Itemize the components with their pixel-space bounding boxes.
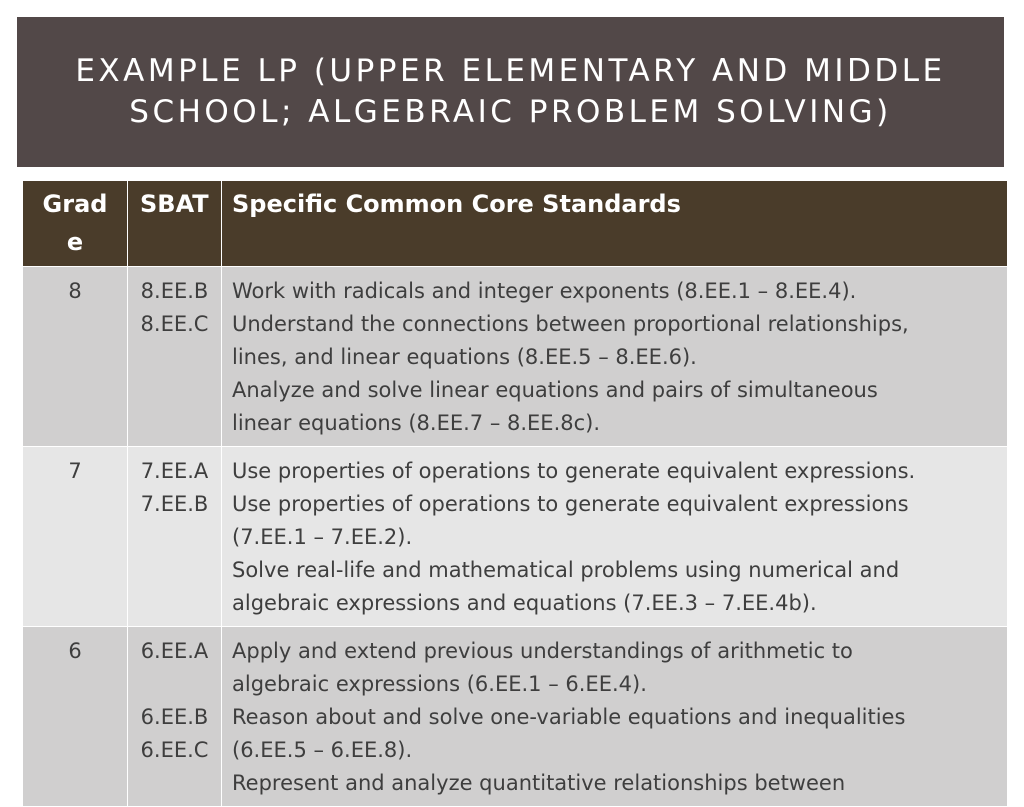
- standard-line: Work with radicals and integer exponents (8.EE.1 – 8.EE.4).: [232, 279, 857, 303]
- standard-line: Use properties of operations to generate equivalent expressions: [232, 492, 909, 516]
- standards-cell: [222, 627, 1008, 807]
- standard-line: (6.EE.5 – 6.EE.8).: [232, 738, 413, 762]
- header-standards: Specific Common Core Standards: [222, 181, 1008, 267]
- grade-cell: 6: [23, 627, 128, 807]
- standard-line: Apply and extend previous understandings of arithmetic to: [232, 639, 853, 663]
- standard-line: Analyze and solve linear equations and pairs of simultaneous: [232, 378, 878, 402]
- standards-cell: [222, 267, 1008, 447]
- sbat-code: 7.EE.B: [140, 492, 209, 516]
- slide-title-line-1: EXAMPLE LP (UPPER ELEMENTARY AND MIDDLE: [75, 53, 946, 89]
- standard-line: Reason about and solve one-variable equations and inequalities: [232, 705, 906, 729]
- table-header-row: [23, 181, 1008, 267]
- standard-line: Understand the connections between proportional relationships,: [232, 312, 909, 336]
- sbat-code: 6.EE.B: [140, 705, 209, 729]
- sbat-code: 6.EE.A: [140, 639, 209, 663]
- sbat-code: 8.EE.C: [140, 312, 209, 336]
- standard-line: Solve real-life and mathematical problems using numerical and: [232, 558, 900, 582]
- slide-title: [46, 51, 976, 133]
- header-grade: [23, 181, 128, 267]
- sbat-code: 7.EE.A: [140, 459, 209, 483]
- standard-line: linear equations (8.EE.7 – 8.EE.8c).: [232, 411, 601, 435]
- table-row: [23, 267, 1008, 447]
- table-row: [23, 627, 1008, 807]
- sbat-spacer: [132, 668, 217, 701]
- header-grade-line-2: e: [66, 228, 84, 256]
- grade-cell: 7: [23, 447, 128, 627]
- sbat-code: 6.EE.C: [140, 738, 209, 762]
- standard-line: Represent and analyze quantitative relationships between: [232, 771, 846, 795]
- standards-cell: [222, 447, 1008, 627]
- header-sbat: SBAT: [128, 181, 222, 267]
- title-band: [17, 17, 1004, 167]
- sbat-code: 8.EE.B: [140, 279, 209, 303]
- standard-line: (7.EE.1 – 7.EE.2).: [232, 525, 413, 549]
- sbat-cell: [128, 447, 222, 627]
- sbat-cell: [128, 627, 222, 807]
- standard-line: algebraic expressions and equations (7.EE.3 – 7.EE.4b).: [232, 591, 817, 615]
- slide-title-line-2: SCHOOL; ALGEBRAIC PROBLEM SOLVING): [129, 94, 892, 130]
- standard-line: lines, and linear equations (8.EE.5 – 8.EE.6).: [232, 345, 697, 369]
- standards-table: [22, 180, 1008, 807]
- table-row: [23, 447, 1008, 627]
- standard-line: algebraic expressions (6.EE.1 – 6.EE.4).: [232, 672, 647, 696]
- grade-cell: 8: [23, 267, 128, 447]
- standard-line: Use properties of operations to generate equivalent expressions.: [232, 459, 916, 483]
- sbat-cell: [128, 267, 222, 447]
- header-grade-line-1: Grad: [42, 190, 108, 218]
- standards-table-wrap: [22, 180, 1008, 795]
